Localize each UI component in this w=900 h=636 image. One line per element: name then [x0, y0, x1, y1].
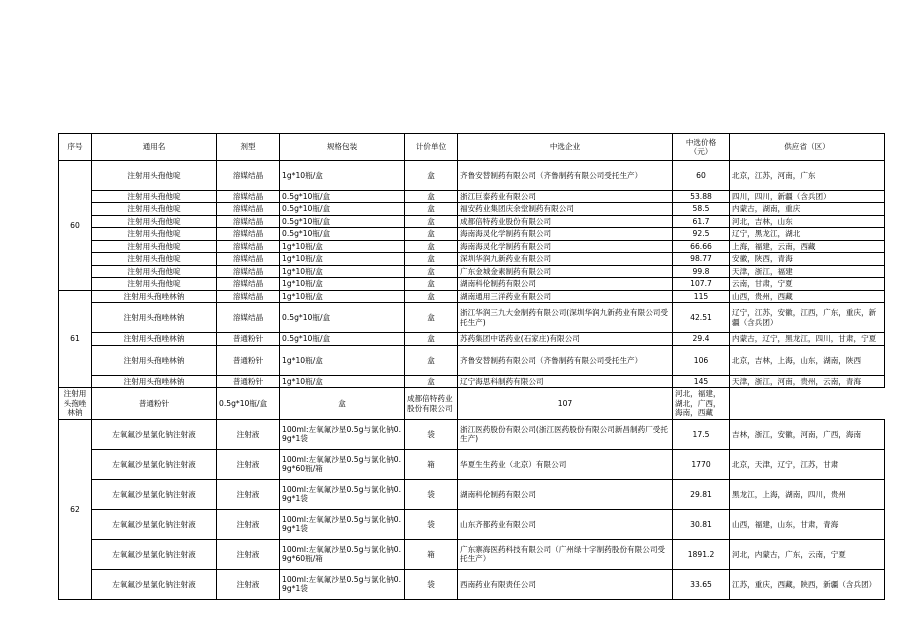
cell-unit: 盒	[405, 278, 458, 290]
cell-price: 29.4	[673, 333, 730, 345]
cell-generic-name: 注射用头孢唑林钠	[92, 333, 217, 345]
cell-price: 99.8	[673, 265, 730, 277]
cell-spec-package: 0.5g*10瓶/盒	[280, 215, 405, 227]
cell-dosage-form: 注射液	[217, 539, 280, 569]
cell-enterprise: 浙江医药股份有限公司(浙江医药股份有限公司新昌制药厂受托生产)	[458, 419, 673, 449]
cell-enterprise: 成都倍特药业股份有限公司	[405, 388, 458, 419]
cell-provinces: 北京，吉林，上海，山东，湖南，陕西	[730, 345, 885, 375]
table-row	[59, 303, 885, 333]
column-header-unit: 计价单位	[405, 134, 458, 161]
cell-spec-package: 1g*10瓶/盒	[280, 345, 405, 375]
cell-price: 42.51	[673, 303, 730, 333]
cell-seq: 62	[59, 419, 92, 599]
cell-generic-name: 注射用头孢他啶	[92, 215, 217, 227]
cell-spec-package: 0.5g*10瓶/盒	[217, 388, 280, 419]
column-header-provinces: 供应省（区）	[730, 134, 885, 161]
cell-generic-name: 注射用头孢他啶	[92, 228, 217, 240]
table-row	[59, 253, 885, 265]
cell-enterprise: 苏药集团中诺药业(石家庄)有限公司	[458, 333, 673, 345]
cell-price: 92.5	[673, 228, 730, 240]
cell-dosage-form: 普通粉针	[217, 333, 280, 345]
cell-provinces: 江苏，重庆，西藏，陕西，新疆（含兵团）	[730, 569, 885, 599]
column-header-enterprise: 中选企业	[458, 134, 673, 161]
table-row	[59, 265, 885, 277]
cell-price: 61.7	[673, 215, 730, 227]
cell-enterprise: 深圳华润九新药业有限公司	[458, 253, 673, 265]
cell-dosage-form: 溶媒结晶	[217, 303, 280, 333]
table-row	[59, 290, 885, 302]
cell-provinces: 辽宁，黑龙江，湖北	[730, 228, 885, 240]
cell-unit: 盒	[405, 228, 458, 240]
cell-provinces: 内蒙古，湖南，重庆	[730, 203, 885, 215]
cell-unit: 盒	[405, 253, 458, 265]
column-header-seq: 序号	[59, 134, 92, 161]
cell-dosage-form: 溶媒结晶	[217, 215, 280, 227]
cell-enterprise: 浙江巨泰药业有限公司	[458, 191, 673, 203]
cell-provinces: 山西，贵州，西藏	[730, 290, 885, 302]
cell-enterprise: 湖南通用三洋药业有限公司	[458, 290, 673, 302]
cell-price: 33.65	[673, 569, 730, 599]
cell-provinces: 北京，天津，辽宁，江苏，甘肃	[730, 449, 885, 479]
table-header-row	[59, 134, 885, 161]
cell-dosage-form: 普通粉针	[92, 388, 217, 419]
cell-provinces: 北京，江苏，河南，广东	[730, 161, 885, 191]
table-row	[59, 539, 885, 569]
cell-unit: 袋	[405, 419, 458, 449]
cell-spec-package: 1g*10瓶/盒	[280, 265, 405, 277]
cell-generic-name: 注射用头孢他啶	[92, 265, 217, 277]
cell-enterprise: 湖南科伦制药有限公司	[458, 479, 673, 509]
cell-provinces: 吉林，浙江，安徽，河南，广西，海南	[730, 419, 885, 449]
column-header-price-line2: （元）	[689, 147, 713, 156]
table-row	[59, 240, 885, 252]
cell-provinces: 内蒙古，辽宁，黑龙江，四川，甘肃，宁夏	[730, 333, 885, 345]
cell-spec-package: 0.5g*10瓶/盒	[280, 191, 405, 203]
cell-price: 29.81	[673, 479, 730, 509]
cell-generic-name: 左氧氟沙星氯化钠注射液	[92, 419, 217, 449]
cell-generic-name: 注射用头孢唑林钠	[59, 388, 92, 419]
cell-dosage-form: 注射液	[217, 509, 280, 539]
cell-unit: 箱	[405, 539, 458, 569]
cell-generic-name: 注射用头孢唑林钠	[92, 290, 217, 302]
cell-spec-package: 0.5g*10瓶/盒	[280, 303, 405, 333]
cell-spec-package: 0.5g*10瓶/盒	[280, 228, 405, 240]
cell-unit: 盒	[405, 333, 458, 345]
cell-enterprise: 齐鲁安替制药有限公司（齐鲁制药有限公司受托生产）	[458, 345, 673, 375]
cell-enterprise: 湖南科伦制药有限公司	[458, 278, 673, 290]
cell-dosage-form: 注射液	[217, 569, 280, 599]
cell-provinces: 四川，四川，新疆（含兵团）	[730, 191, 885, 203]
table-row	[59, 345, 885, 375]
cell-generic-name: 左氧氟沙星氯化钠注射液	[92, 569, 217, 599]
cell-price: 98.77	[673, 253, 730, 265]
cell-enterprise: 山东齐都药业有限公司	[458, 509, 673, 539]
cell-price: 53.88	[673, 191, 730, 203]
column-header-spec-package: 规格包装	[280, 134, 405, 161]
cell-dosage-form: 溶媒结晶	[217, 290, 280, 302]
cell-dosage-form: 溶媒结晶	[217, 253, 280, 265]
cell-enterprise: 浙江华润三九大金制药有限公司(深圳华润九新药业有限公司受托生产)	[458, 303, 673, 333]
table-body	[59, 161, 885, 600]
table-row	[59, 215, 885, 227]
cell-price: 107	[458, 388, 673, 419]
cell-enterprise: 辽宁海思科制药有限公司	[458, 375, 673, 387]
table-row	[59, 388, 885, 419]
cell-provinces: 山西，福建，山东，甘肃，青海	[730, 509, 885, 539]
cell-dosage-form: 溶媒结晶	[217, 161, 280, 191]
cell-generic-name: 左氧氟沙星氯化钠注射液	[92, 479, 217, 509]
cell-dosage-form: 普通粉针	[217, 375, 280, 387]
cell-enterprise: 海南海灵化学制药有限公司	[458, 240, 673, 252]
cell-provinces: 辽宁，江苏，安徽，江西，广东，重庆，新疆（含兵团）	[730, 303, 885, 333]
cell-unit: 箱	[405, 449, 458, 479]
cell-dosage-form: 溶媒结晶	[217, 228, 280, 240]
cell-unit: 盒	[405, 191, 458, 203]
column-header-generic-name: 通用名	[92, 134, 217, 161]
cell-enterprise: 广东寨海医药科技有限公司（广州绿十字制药股份有限公司受托生产）	[458, 539, 673, 569]
cell-generic-name: 左氧氟沙星氯化钠注射液	[92, 539, 217, 569]
cell-generic-name: 注射用头孢他啶	[92, 161, 217, 191]
cell-spec-package: 100ml:左氧氟沙星0.5g与氯化钠0.9g*60瓶/箱	[280, 539, 405, 569]
cell-seq: 60	[59, 161, 92, 291]
cell-generic-name: 注射用头孢唑林钠	[92, 375, 217, 387]
cell-dosage-form: 溶媒结晶	[217, 265, 280, 277]
centralized-procurement-table	[58, 133, 885, 600]
column-header-price-line1: 中选价格	[685, 137, 717, 147]
cell-unit: 盒	[405, 345, 458, 375]
table-header	[59, 134, 885, 161]
cell-spec-package: 1g*10瓶/盒	[280, 290, 405, 302]
cell-spec-package: 100ml:左氧氟沙星0.5g与氯化钠0.9g*60瓶/箱	[280, 449, 405, 479]
cell-provinces: 河北，内蒙古，广东，云南，宁夏	[730, 539, 885, 569]
table-row	[59, 419, 885, 449]
cell-provinces: 天津，浙江，福建	[730, 265, 885, 277]
cell-enterprise: 西南药业有限责任公司	[458, 569, 673, 599]
cell-provinces: 河北，吉林，山东	[730, 215, 885, 227]
cell-price: 1891.2	[673, 539, 730, 569]
cell-generic-name: 注射用头孢他啶	[92, 191, 217, 203]
cell-unit: 盒	[280, 388, 405, 419]
cell-enterprise: 华夏生生药业（北京）有限公司	[458, 449, 673, 479]
table-row	[59, 375, 885, 387]
cell-unit: 盒	[405, 240, 458, 252]
cell-generic-name: 注射用头孢他啶	[92, 253, 217, 265]
table-row	[59, 449, 885, 479]
cell-spec-package: 0.5g*10瓶/盒	[280, 203, 405, 215]
cell-price: 30.81	[673, 509, 730, 539]
table-row	[59, 203, 885, 215]
cell-price: 17.5	[673, 419, 730, 449]
cell-generic-name: 左氧氟沙星氯化钠注射液	[92, 449, 217, 479]
cell-spec-package: 1g*10瓶/盒	[280, 253, 405, 265]
cell-enterprise: 成都倍特药业股份有限公司	[458, 215, 673, 227]
cell-unit: 袋	[405, 509, 458, 539]
cell-dosage-form: 注射液	[217, 479, 280, 509]
cell-generic-name: 注射用头孢唑林钠	[92, 303, 217, 333]
cell-generic-name: 注射用头孢他啶	[92, 240, 217, 252]
bid-table-container	[58, 133, 877, 600]
cell-provinces: 安徽，陕西，青海	[730, 253, 885, 265]
cell-price: 58.5	[673, 203, 730, 215]
cell-unit: 盒	[405, 215, 458, 227]
cell-generic-name: 左氧氟沙星氯化钠注射液	[92, 509, 217, 539]
cell-dosage-form: 溶媒结晶	[217, 191, 280, 203]
cell-unit: 盒	[405, 203, 458, 215]
table-row	[59, 333, 885, 345]
table-row	[59, 278, 885, 290]
cell-price: 115	[673, 290, 730, 302]
cell-unit: 袋	[405, 569, 458, 599]
cell-spec-package: 1g*10瓶/盒	[280, 240, 405, 252]
cell-spec-package: 100ml:左氧氟沙星0.5g与氯化钠0.9g*1袋	[280, 479, 405, 509]
cell-price: 107.7	[673, 278, 730, 290]
cell-provinces: 黑龙江，上海，湖南，四川，贵州	[730, 479, 885, 509]
cell-dosage-form: 注射液	[217, 419, 280, 449]
cell-dosage-form: 注射液	[217, 449, 280, 479]
cell-price: 60	[673, 161, 730, 191]
cell-price: 1770	[673, 449, 730, 479]
column-header-dosage-form: 剂型	[217, 134, 280, 161]
cell-spec-package: 1g*10瓶/盒	[280, 375, 405, 387]
cell-price: 145	[673, 375, 730, 387]
cell-spec-package: 100ml:左氧氟沙星0.5g与氯化钠0.9g*1袋	[280, 509, 405, 539]
cell-spec-package: 100ml:左氧氟沙星0.5g与氯化钠0.9g*1袋	[280, 569, 405, 599]
cell-provinces: 河北，福建，湖北，广西，海南，西藏	[673, 388, 730, 419]
cell-dosage-form: 溶媒结晶	[217, 278, 280, 290]
cell-unit: 盒	[405, 265, 458, 277]
cell-unit: 袋	[405, 479, 458, 509]
table-row	[59, 191, 885, 203]
cell-provinces: 云南，甘肃，宁夏	[730, 278, 885, 290]
cell-generic-name: 注射用头孢唑林钠	[92, 345, 217, 375]
cell-price: 66.66	[673, 240, 730, 252]
cell-spec-package: 0.5g*10瓶/盒	[280, 333, 405, 345]
column-header-price	[673, 134, 730, 161]
table-row	[59, 569, 885, 599]
cell-enterprise: 齐鲁安替制药有限公司（齐鲁制药有限公司受托生产）	[458, 161, 673, 191]
cell-provinces: 天津，浙江，河南，贵州，云南，青海	[730, 375, 885, 387]
cell-unit: 盒	[405, 375, 458, 387]
cell-spec-package: 1g*10瓶/盒	[280, 161, 405, 191]
cell-spec-package: 100ml:左氧氟沙星0.5g与氯化钠0.9g*1袋	[280, 419, 405, 449]
cell-dosage-form: 普通粉针	[217, 345, 280, 375]
cell-dosage-form: 溶媒结晶	[217, 203, 280, 215]
cell-seq: 61	[59, 290, 92, 387]
cell-price: 106	[673, 345, 730, 375]
cell-unit: 盒	[405, 303, 458, 333]
table-row	[59, 228, 885, 240]
cell-unit: 盒	[405, 290, 458, 302]
cell-provinces: 上海，福建，云南，西藏	[730, 240, 885, 252]
cell-enterprise: 福安药业集团庆余堂制药有限公司	[458, 203, 673, 215]
cell-enterprise: 广东金城金素制药有限公司	[458, 265, 673, 277]
cell-enterprise: 海南海灵化学制药有限公司	[458, 228, 673, 240]
cell-generic-name: 注射用头孢他啶	[92, 278, 217, 290]
cell-dosage-form: 溶媒结晶	[217, 240, 280, 252]
table-row	[59, 479, 885, 509]
table-row	[59, 161, 885, 191]
cell-unit: 盒	[405, 161, 458, 191]
table-row	[59, 509, 885, 539]
cell-generic-name: 注射用头孢他啶	[92, 203, 217, 215]
cell-spec-package: 1g*10瓶/盒	[280, 278, 405, 290]
